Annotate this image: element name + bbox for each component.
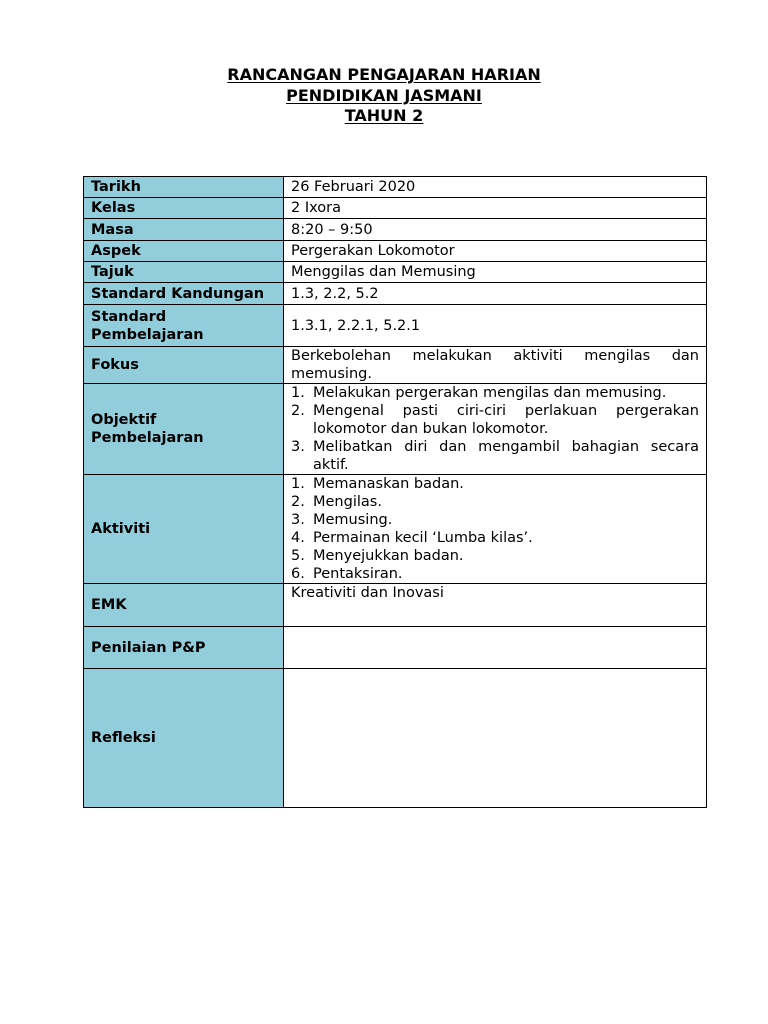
label-objektif-line-1: Objektif	[91, 412, 157, 428]
list-item: 5. Menyejukkan badan.	[291, 548, 464, 564]
row-penilaian	[84, 627, 707, 669]
list-item: 1. Melakukan pergerakan mengilas dan memusing.	[291, 385, 667, 401]
title-line-3: TAHUN 2	[344, 106, 424, 125]
label-objektif-pembelajaran	[84, 384, 284, 475]
row-refleksi	[84, 669, 707, 808]
label-emk: EMK	[84, 584, 284, 627]
fokus-line-2: memusing.	[291, 366, 372, 382]
title-line-1: RANCANGAN PENGAJARAN HARIAN	[227, 65, 541, 84]
label-kelas: Kelas	[84, 198, 284, 219]
value-refleksi	[284, 669, 707, 808]
value-standard-pembelajaran: 1.3.1, 2.2.1, 5.2.1	[284, 305, 707, 347]
row-masa	[84, 219, 707, 241]
label-refleksi: Refleksi	[84, 669, 284, 808]
value-tajuk: Menggilas dan Memusing	[284, 262, 707, 283]
value-aspek: Pergerakan Lokomotor	[284, 241, 707, 262]
value-aktiviti	[284, 475, 707, 584]
document-title	[0, 65, 768, 127]
aktiviti-list	[291, 475, 699, 583]
value-standard-kandungan: 1.3, 2.2, 5.2	[284, 283, 707, 305]
row-kelas	[84, 198, 707, 219]
label-sp-line-1: Standard	[91, 308, 167, 325]
value-objektif-pembelajaran	[284, 384, 707, 475]
value-kelas: 2 Ixora	[284, 198, 707, 219]
objektif-list	[291, 384, 699, 474]
label-penilaian: Penilaian P&P	[84, 627, 284, 669]
value-fokus	[284, 347, 707, 384]
value-masa: 8:20 – 9:50	[284, 219, 707, 241]
label-standard-kandungan: Standard Kandungan	[84, 283, 284, 305]
lesson-plan-table	[83, 176, 707, 808]
list-item: 2. Mengenal pasti ciri-ciri perlakuan pergerakan lokomotor dan bukan lokomotor.	[291, 403, 699, 437]
label-aktiviti: Aktiviti	[84, 475, 284, 584]
list-item: 2. Mengilas.	[291, 494, 382, 510]
row-aktiviti	[84, 475, 707, 584]
row-standard-pembelajaran	[84, 305, 707, 347]
fokus-line-1: Berkebolehan melakukan aktiviti mengilas dan	[291, 348, 699, 364]
row-tarikh	[84, 177, 707, 198]
row-aspek	[84, 241, 707, 262]
label-tarikh: Tarikh	[84, 177, 284, 198]
label-sp-line-2: Pembelajaran	[91, 326, 204, 343]
list-item: 6. Pentaksiran.	[291, 566, 403, 582]
value-tarikh: 26 Februari 2020	[284, 177, 707, 198]
label-standard-pembelajaran	[84, 305, 284, 347]
value-emk: Kreativiti dan Inovasi	[284, 584, 707, 627]
row-emk	[84, 584, 707, 627]
label-masa: Masa	[84, 219, 284, 241]
label-fokus: Fokus	[84, 347, 284, 384]
label-aspek: Aspek	[84, 241, 284, 262]
label-tajuk: Tajuk	[84, 262, 284, 283]
row-standard-kandungan	[84, 283, 707, 305]
list-item: 1. Memanaskan badan.	[291, 476, 464, 492]
list-item: 3. Memusing.	[291, 512, 393, 528]
row-fokus	[84, 347, 707, 384]
list-item: 4. Permainan kecil ‘Lumba kilas’.	[291, 530, 533, 546]
list-item: 3. Melibatkan diri dan mengambil bahagian secara aktif.	[291, 439, 699, 473]
row-objektif-pembelajaran	[84, 384, 707, 475]
row-tajuk	[84, 262, 707, 283]
value-penilaian	[284, 627, 707, 669]
label-objektif-line-2: Pembelajaran	[91, 430, 204, 446]
title-line-2: PENDIDIKAN JASMANI	[286, 85, 482, 105]
